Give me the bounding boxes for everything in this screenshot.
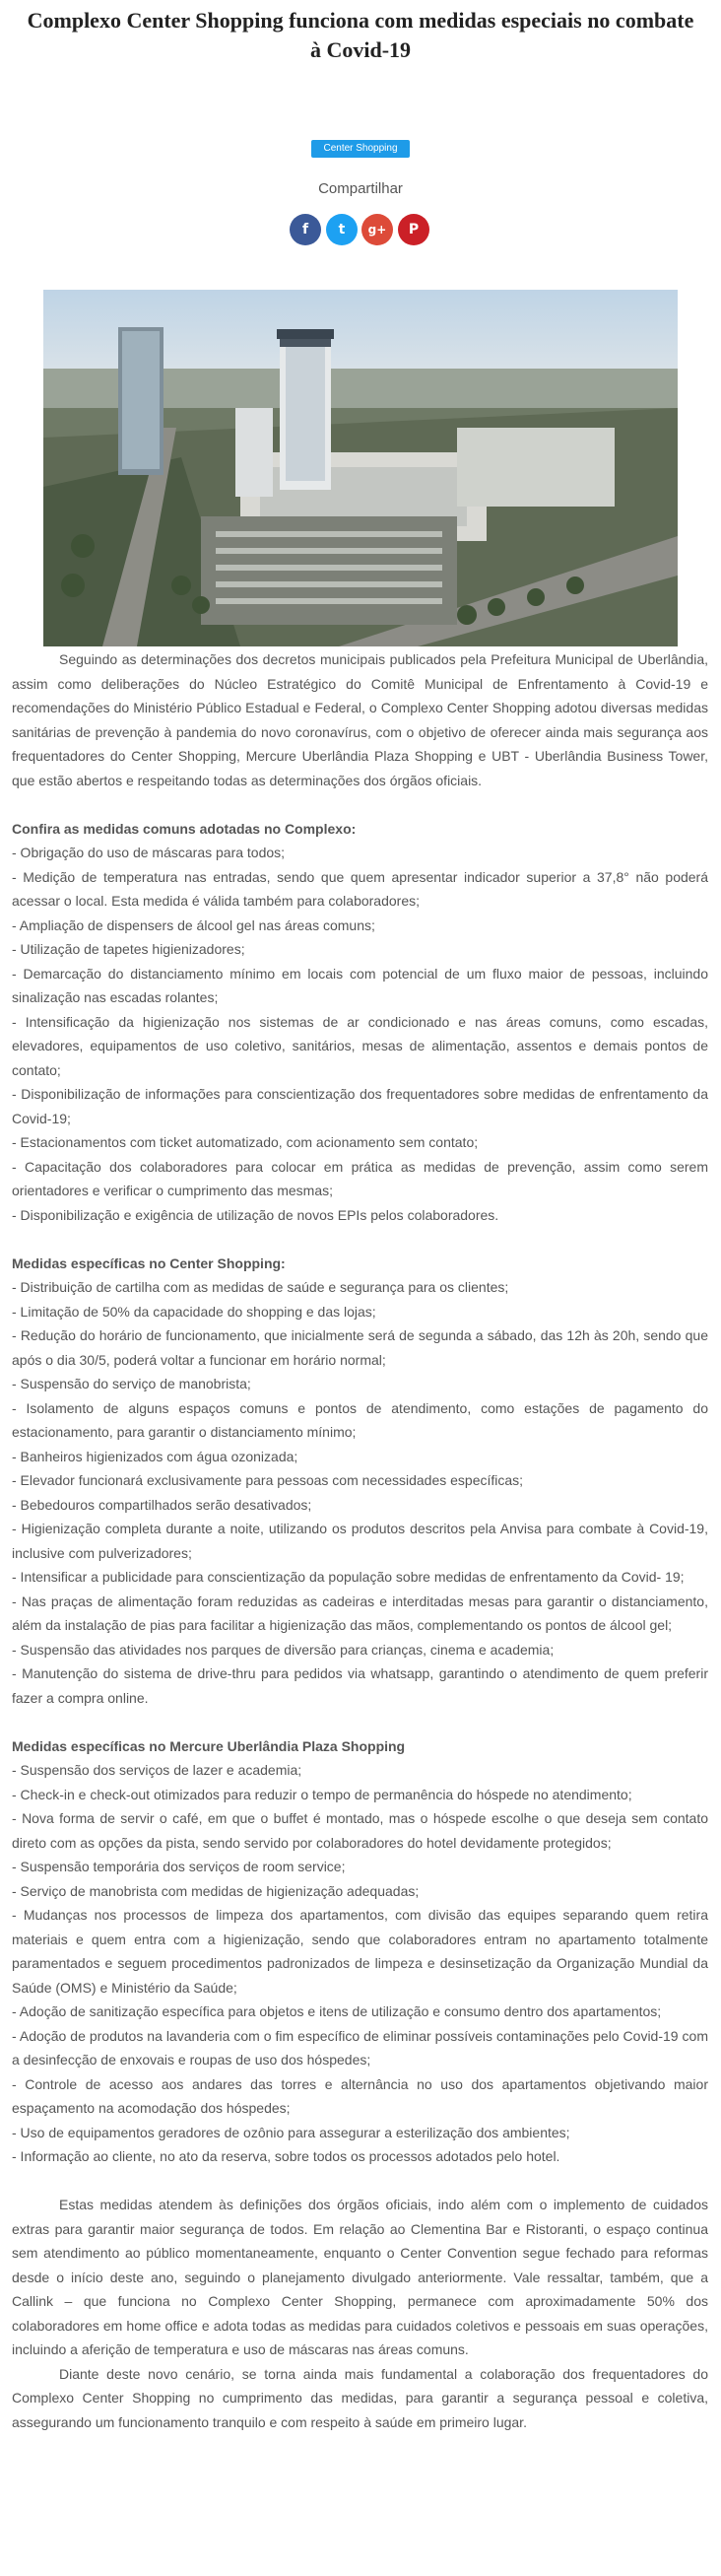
list-item: - Intensificação da higienização nos sistemas de ar condicionado e nas áreas comuns, como escadas, elevadores, equipamentos de uso coletivo, sanitários, mesas de alimentação, assentos e demais pontos de contato; (12, 1013, 708, 1078)
list-item: - Limitação de 50% da capacidade do shopping e das lojas; (12, 1303, 376, 1320)
twitter-icon[interactable]: t (326, 214, 358, 245)
list-item: - Serviço de manobrista com medidas de higienização adequadas; (12, 1882, 420, 1899)
share-label: Compartilhar (318, 180, 403, 197)
facebook-icon[interactable]: f (290, 214, 321, 245)
list-item: - Demarcação do distanciamento mínimo em locais com potencial de um fluxo maior de pessoas, incluindo sinalização nas escadas rolantes; (12, 965, 708, 1005)
list-item: - Capacitação dos colaboradores para colocar em prática as medidas de prevenção, assim como serem orientadores e verificar o cumprimento das mesmas; (12, 1158, 708, 1198)
list-item: - Suspensão do serviço de manobrista; (12, 1376, 251, 1391)
article-body (12, 647, 708, 2434)
list-item: - Manutenção do sistema de drive-thru para pedidos via whatsapp, garantindo o atendimento de quem preferir fazer a compra online. (12, 1665, 708, 1706)
list-item: - Controle de acesso aos andares das torres e alternância no uso dos apartamentos objetivando maior espaçamento na acomodação dos hóspedes; (12, 2075, 708, 2116)
list-item: - Informação ao cliente, no ato da reserva, sobre todos os processos adotados pelo hotel. (12, 2148, 560, 2164)
list-item: - Redução do horário de funcionamento, que inicialmente será de segunda a sábado, das 12h às 20h, sendo que após o dia 30/5, poderá voltar a funcionar em horário normal; (12, 1327, 708, 1368)
list-item: - Suspensão dos serviços de lazer e academia; (12, 1762, 302, 1778)
list-item: - Disponibilização e exigência de utilização de novos EPIs pelos colaboradores. (12, 1206, 499, 1223)
list-item: - Banheiros higienizados com água ozonizada; (12, 1448, 298, 1464)
category-badge[interactable]: Center Shopping (311, 140, 410, 158)
list-item: - Medição de temperatura nas entradas, sendo que quem apresentar indicador superior a 37,8° não poderá acessar o local. Esta medida é válida também para colaboradores; (12, 868, 708, 909)
list-item: - Adoção de sanitização específica para objetos e itens de utilização e consumo dentro dos apartamentos; (12, 2003, 662, 2019)
pinterest-icon[interactable]: P (398, 214, 429, 245)
list-item: - Bebedouros compartilhados serão desativados; (12, 1496, 312, 1513)
list-item: - Elevador funcionará exclusivamente para pessoas com necessidades específicas; (12, 1472, 524, 1488)
list-item: - Intensificar a publicidade para conscientização da população sobre medidas de enfrentamento da Covid- 19; (12, 1569, 685, 1585)
list-item: - Mudanças nos processos de limpeza dos apartamentos, com divisão das equipes separando quem retira materiais e quem entra com a higienização, sendo que colaboradores entram no apartamento totalmente paramentados e seguem procedimentos padronizados de limpeza e desinsetização da Organização Mundial da Saúde (OMS) e Ministério da Saúde; (12, 1907, 708, 1996)
list-item: - Suspensão temporária dos serviços de room service; (12, 1859, 346, 1874)
section-heading: Medidas específicas no Mercure Uberlândia Plaza Shopping (12, 1737, 406, 1754)
list-item: - Isolamento de alguns espaços comuns e pontos de atendimento, como estações de pagamento do estacionamento, para garantir o distanciamento mínimo; (12, 1399, 708, 1440)
list-item: - Nova forma de servir o café, em que o buffet é montado, mas o hóspede escolhe o que deseja sem contato direto com as opções da pista, sendo servido por colaboradores do hotel devidamente protegidos; (12, 1810, 708, 1851)
section-heading: Confira as medidas comuns adotadas no Complexo: (12, 820, 357, 837)
list-item: - Uso de equipamentos geradores de ozônio para assegurar a esterilização dos ambientes; (12, 2124, 570, 2140)
list-item: - Nas praças de alimentação foram reduzidas as cadeiras e interditadas mesas para garantir o distanciamento, além da instalação de pias para facilitar a higienização das mãos, complementando os pontos de álcool gel; (12, 1593, 708, 1633)
article-title: Complexo Center Shopping funciona com medidas especiais no combate à Covid-19 (27, 8, 694, 62)
list-item: - Utilização de tapetes higienizadores; (12, 941, 245, 957)
closing-paragraph: Estas medidas atendem às definições dos órgãos oficiais, indo além com o implemento de cuidados extras para garantir maior segurança de todos. Em relação ao Clementina Bar e Ristoranti, o espaço continua sem atendimento ao público momentaneamente, enquanto o Center Convention segue fechado para reformas desde o início deste ano, seguindo o planejamento divulgado anteriormente. Vale ressaltar, também, que a Callink – que funciona no Complexo Center Shopping, permanece com aproximadamente 50% dos colaboradores em home office e adota todas as medidas para cuidados coletivos e pessoais em suas operações, incluindo a aferição de temperatura e uso de máscaras nas áreas comuns. (12, 2197, 708, 2357)
section-heading: Medidas específicas no Center Shopping: (12, 1254, 286, 1271)
list-item: - Obrigação do uso de máscaras para todos; (12, 845, 286, 860)
list-item: - Suspensão das atividades nos parques de diversão para crianças, cinema e academia; (12, 1641, 555, 1658)
list-item: - Check-in e check-out otimizados para reduzir o tempo de permanência do hóspede no atendimento; (12, 1786, 632, 1802)
google-plus-icon[interactable]: g+ (361, 214, 393, 245)
list-item: - Higienização completa durante a noite, utilizando os produtos descritos pela Anvisa para combate à Covid-19, inclusive com pulverizadores; (12, 1521, 708, 1561)
list-item: - Adoção de produtos na lavanderia com o fim específico de eliminar possíveis contaminações pelo Covid-19 com a desinfecção de enxovais e roupas de uso dos hóspedes; (12, 2027, 708, 2068)
intro-paragraph: Seguindo as determinações dos decretos municipais publicados pela Prefeitura Municipal de Uberlândia, assim como deliberações do Núcleo Estratégico do Comitê Municipal de Enfrentamento à Covid-19 e recomendações do Ministério Público Estadual e Federal, o Complexo Center Shopping adotou diversas medidas sanitárias de prevenção à pandemia do novo coronavírus, com o objetivo de oferecer ainda mais segurança aos frequentadores do Center Shopping, Mercure Uberlândia Plaza Shopping e UBT - Uberlândia Business Tower, que estão abertos e respeitando todas as determinações dos órgãos oficiais. (12, 651, 708, 788)
list-item: - Disponibilização de informações para conscientização dos frequentadores sobre medidas de enfrentamento da Covid-19; (12, 1086, 708, 1126)
list-item: - Estacionamentos com ticket automatizado, com acionamento sem contato; (12, 1134, 479, 1150)
article-photo (43, 290, 678, 646)
closing-paragraph: Diante deste novo cenário, se torna ainda mais fundamental a colaboração dos frequentadores do Complexo Center Shopping no cumprimento das medidas, para garantir a segurança pessoal e coletiva, assegurando um funcionamento tranquilo e com respeito à saúde em primeiro lugar. (12, 2365, 708, 2430)
list-item: - Distribuição de cartilha com as medidas de saúde e segurança para os clientes; (12, 1279, 509, 1295)
list-item: - Ampliação de dispensers de álcool gel nas áreas comuns; (12, 916, 375, 933)
